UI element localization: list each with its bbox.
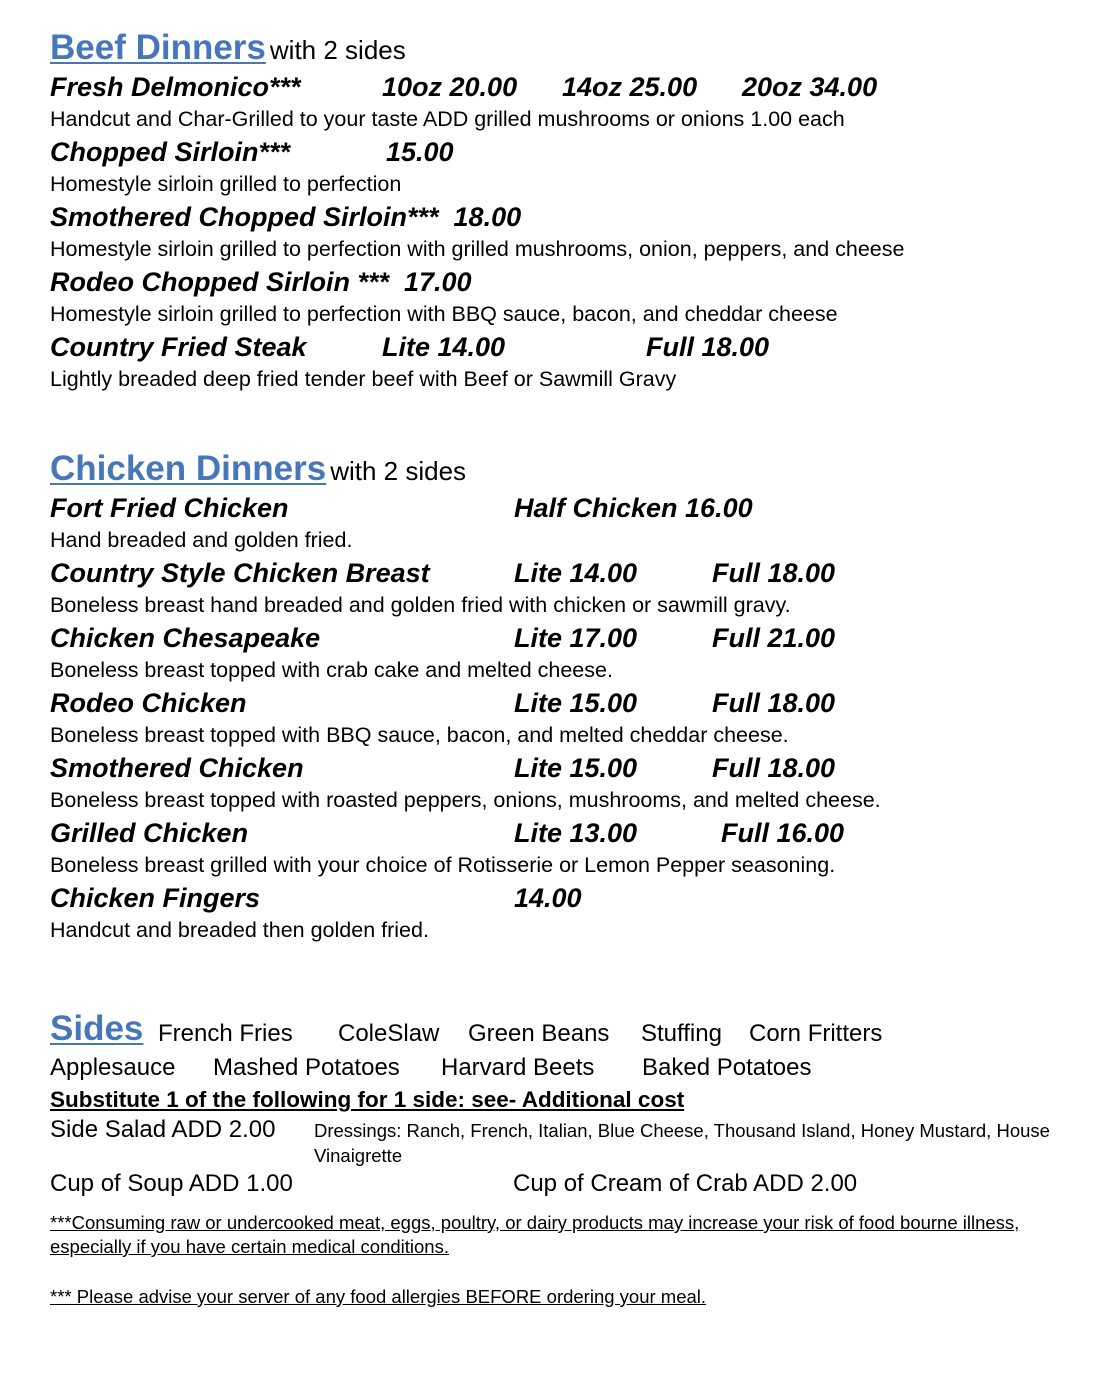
item-price: Lite 17.00 [514,623,638,653]
item-price: 15.00 [386,137,454,167]
substitute-heading: Substitute 1 of the following for 1 side: see- Additional cost [50,1087,685,1112]
menu-item-grilled-chicken [50,816,1080,850]
item-price: Half Chicken 16.00 [514,493,753,523]
dressings-list: Dressings: Ranch, French, Italian, Blue Cheese, Thousand Island, Honey Mustard, House Vinaigrette [314,1120,1050,1166]
sides-row-2 [50,1051,1080,1085]
item-price: Full 21.00 [712,623,836,653]
item-name: Grilled Chicken [50,818,249,848]
item-description: Boneless breast topped with roasted peppers, onions, mushrooms, and melted cheese. [50,788,881,812]
item-price: Full 18.00 [712,558,836,588]
side-item: Corn Fritters [749,1020,883,1047]
menu-item-chicken-chesapeake [50,621,1080,655]
item-description: Handcut and breaded then golden fried. [50,918,429,942]
item-price: 10oz 20.00 [382,72,518,102]
item-price: Lite 15.00 [514,753,638,783]
item-description: Homestyle sirloin grilled to perfection with BBQ sauce, bacon, and cheddar cheese [50,302,838,326]
side-item: Mashed Potatoes [213,1054,400,1081]
menu-item-fresh-delmonico [50,70,1080,104]
item-description: Homestyle sirloin grilled to perfection with grilled mushrooms, onion, peppers, and cheese [50,237,905,261]
item-description: Boneless breast hand breaded and golden fried with chicken or sawmill gravy. [50,593,791,617]
menu-item-fort-fried-chicken [50,491,1080,525]
menu-item-country-fried-steak [50,330,1080,364]
beef-section-title: Beef Dinners [50,28,266,67]
item-price: 14oz 25.00 [562,72,698,102]
item-name: Smothered Chicken [50,753,304,783]
item-price: Lite 14.00 [514,558,638,588]
side-salad-label: Side Salad ADD 2.00 [50,1116,276,1143]
menu-page [50,26,1080,1309]
chicken-section-header [50,447,1080,491]
item-price: Lite 13.00 [514,818,638,848]
item-name: Country Style Chicken Breast [50,558,430,588]
menu-item-country-style-chicken-breast [50,556,1080,590]
side-item: French Fries [158,1020,293,1047]
item-price: Full 18.00 [712,753,836,783]
item-description: Homestyle sirloin grilled to perfection [50,172,402,196]
item-price: 20oz 34.00 [742,72,878,102]
sides-section-title: Sides [50,1009,144,1048]
menu-item-smothered-chicken [50,751,1080,785]
side-item: ColeSlaw [338,1020,440,1047]
item-description: Boneless breast topped with crab cake and melted cheese. [50,658,613,682]
menu-item-smothered-chopped-sirloin [50,200,1080,234]
beef-section-subtitle: with 2 sides [269,35,406,65]
side-item: Stuffing [641,1020,722,1047]
item-description: Hand breaded and golden fried. [50,528,353,552]
side-item: Baked Potatoes [642,1054,812,1081]
item-price: Lite 15.00 [514,688,638,718]
item-description: Boneless breast topped with BBQ sauce, bacon, and melted cheddar cheese. [50,723,789,747]
item-price: Full 18.00 [712,688,836,718]
consumer-warning-note: ***Consuming raw or undercooked meat, eggs, poultry, or dairy products may increase your risk of food bourne illness, especially if you have certain medical conditions. [50,1212,1020,1257]
item-price: Lite 14.00 [382,332,506,362]
item-name: Fort Fried Chicken [50,493,289,523]
item-name: Fresh Delmonico*** [50,72,301,102]
side-item: Green Beans [468,1020,610,1047]
item-price: Full 16.00 [721,818,845,848]
side-salad-row [50,1115,1080,1169]
side-item: Applesauce [50,1054,176,1081]
cup-of-soup-label: Cup of Soup ADD 1.00 [50,1170,293,1197]
item-description: Boneless breast grilled with your choice of Rotisserie or Lemon Pepper seasoning. [50,853,836,877]
chicken-section-title: Chicken Dinners [50,449,327,488]
item-name: Chicken Chesapeake [50,623,321,653]
item-price: 14.00 [514,883,582,913]
cream-of-crab-label: Cup of Cream of Crab ADD 2.00 [513,1170,858,1197]
item-name: Rodeo Chicken [50,688,247,718]
menu-item-rodeo-chopped-sirloin [50,265,1080,299]
menu-item-chopped-sirloin [50,135,1080,169]
chicken-section-subtitle: with 2 sides [330,456,467,486]
menu-item-chicken-fingers [50,881,1080,915]
side-item: Harvard Beets [441,1054,595,1081]
item-name: Rodeo Chopped Sirloin *** 17.00 [50,267,472,297]
sides-row-1 [50,1007,1080,1051]
item-name: Chopped Sirloin*** [50,137,291,167]
item-price: Full 18.00 [646,332,770,362]
item-description: Lightly breaded deep fried tender beef with Beef or Sawmill Gravy [50,367,677,391]
menu-item-rodeo-chicken [50,686,1080,720]
item-name: Chicken Fingers [50,883,261,913]
item-name: Smothered Chopped Sirloin*** 18.00 [50,202,522,232]
allergy-note: *** Please advise your server of any food allergies BEFORE ordering your meal. [50,1286,707,1307]
item-description: Handcut and Char-Grilled to your taste ADD grilled mushrooms or onions 1.00 each [50,107,845,131]
soup-row [50,1169,1080,1211]
beef-section-header [50,26,1080,70]
item-name: Country Fried Steak [50,332,307,362]
